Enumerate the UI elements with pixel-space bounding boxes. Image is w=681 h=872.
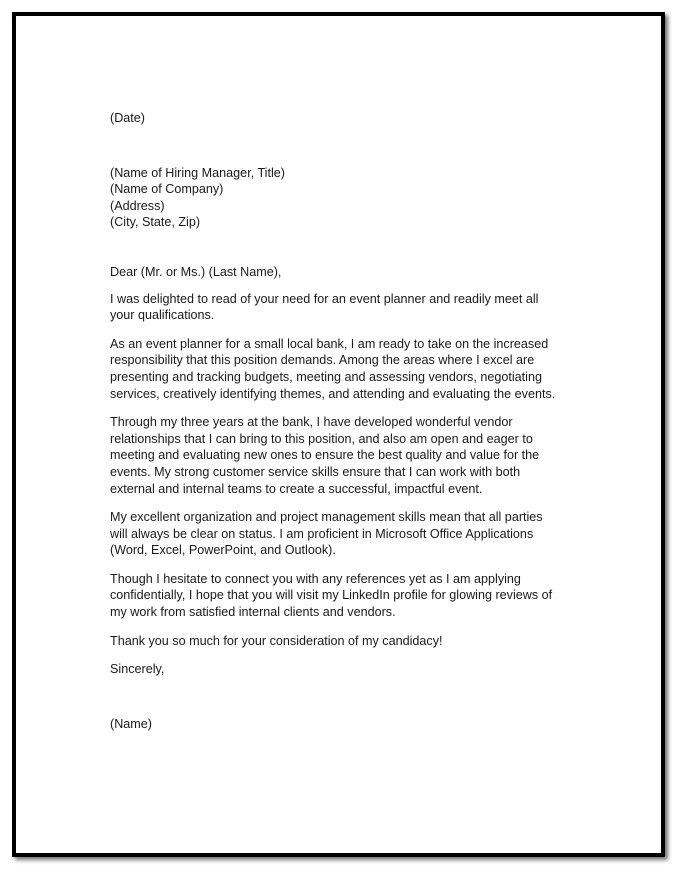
- paragraph-line: Through my three years at the bank, I have developed wonderful vendor: [110, 415, 513, 430]
- paragraph-line: events. My strong customer service skills ensure that I can work with both: [110, 464, 521, 479]
- paragraph-line: Thank you so much for your consideration of my candidacy!: [110, 633, 443, 648]
- recipient-address-line: (Address): [110, 198, 165, 213]
- letter-page: [12, 12, 665, 857]
- letter-body: [110, 110, 580, 732]
- paragraph-6: [110, 633, 580, 650]
- paragraph-line: relationships that I can bring to this position, and also am open and eager to: [110, 431, 533, 446]
- paragraph-line: your qualifications.: [110, 308, 215, 323]
- paragraph-line: My excellent organization and project management skills mean that all parties: [110, 510, 543, 525]
- salutation: Dear (Mr. or Ms.) (Last Name),: [110, 264, 282, 279]
- recipient-address-block: [110, 165, 580, 231]
- paragraph-line: Though I hesitate to connect you with any references yet as I am applying: [110, 571, 521, 586]
- date-line: (Date): [110, 111, 145, 125]
- paragraph-2: [110, 336, 580, 402]
- recipient-company-line: (Name of Company): [110, 182, 224, 197]
- paragraph-line: services, creatively identifying themes, and attending and evaluating the events.: [110, 386, 556, 401]
- paragraph-line: I was delighted to read of your need for an event planner and readily meet all: [110, 291, 539, 306]
- signature-name: (Name): [110, 716, 152, 731]
- paragraph-line: my work from satisfied internal clients and vendors.: [110, 605, 396, 620]
- paragraph-line: responsibility that this position demands. Among the areas where I excel are: [110, 353, 535, 368]
- paragraph-line: presenting and tracking budgets, meeting and assessing vendors, negotiating: [110, 369, 542, 384]
- paragraph-line: meeting and evaluating new ones to ensure the best quality and value for the: [110, 448, 540, 463]
- paragraph-line: will always be clear on status. I am proficient in Microsoft Office Applications: [110, 526, 534, 541]
- paragraph-line: confidentially, I hope that you will visit my LinkedIn profile for glowing reviews of: [110, 588, 553, 603]
- closing: Sincerely,: [110, 662, 165, 677]
- recipient-city-line: (City, State, Zip): [110, 215, 201, 230]
- recipient-name-line: (Name of Hiring Manager, Title): [110, 165, 285, 180]
- paragraph-3: [110, 414, 580, 497]
- paragraph-line: As an event planner for a small local bank, I am ready to take on the increased: [110, 336, 549, 351]
- paragraph-5: [110, 571, 580, 621]
- paragraph-line: (Word, Excel, PowerPoint, and Outlook).: [110, 543, 336, 558]
- paragraph-1: [110, 291, 580, 324]
- paragraph-4: [110, 509, 580, 559]
- paragraph-line: external and internal teams to create a successful, impactful event.: [110, 481, 483, 496]
